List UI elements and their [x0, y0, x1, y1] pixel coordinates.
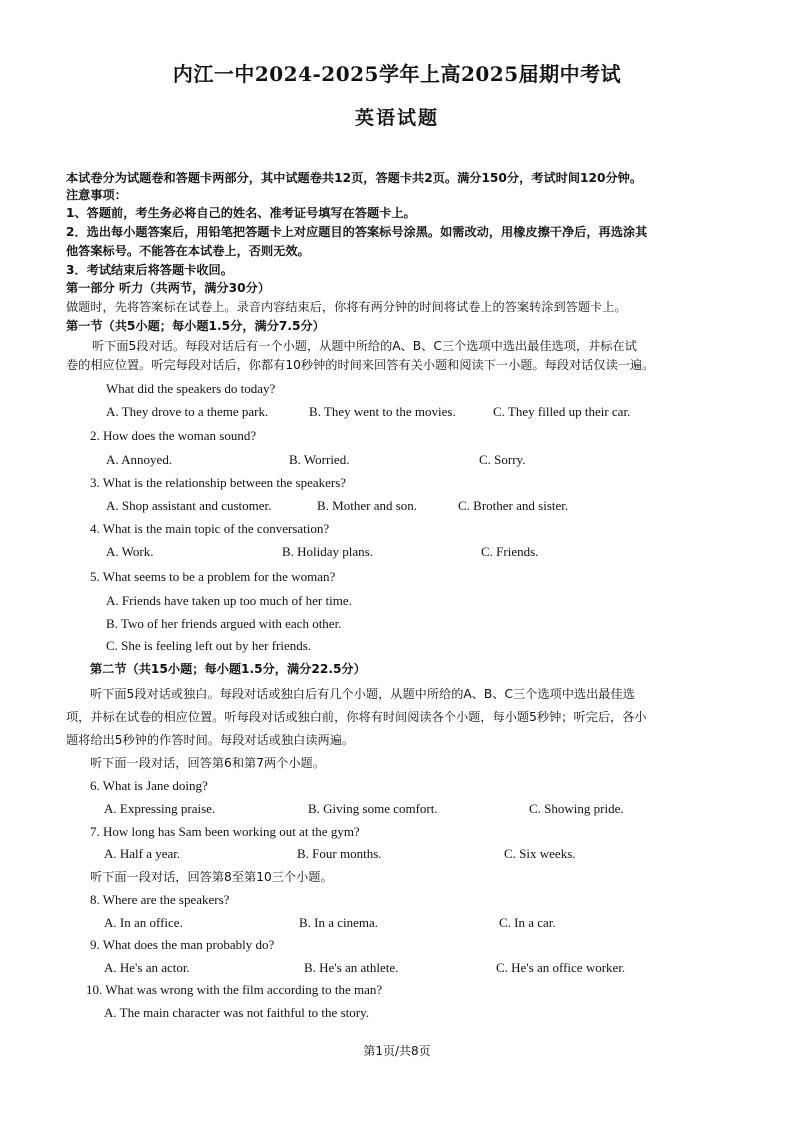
- section2-instruction: 听下面5段对话或独白。每段对话或独白后有几个小题，从题中所给的A、B、C三个选项中选出最佳选: [90, 687, 635, 701]
- q4-stem: 4. What is the main topic of the conversation?: [90, 521, 330, 536]
- q4-option-b: B. Holiday plans.: [282, 544, 373, 559]
- notice-item-2-cont: 他答案标号。不能答在本试卷上，否则无效。: [66, 244, 310, 258]
- section1-instruction-cont: 卷的相应位置。听完每段对话后，你都有10秒钟的时间来回答有关小题和阅读下一小题。每段对话仅读一遍。: [66, 358, 655, 372]
- q6-option-c: C. Showing pride.: [529, 801, 624, 816]
- q5-stem: 5. What seems to be a problem for the woman?: [90, 569, 336, 584]
- q6-stem: 6. What is Jane doing?: [90, 778, 208, 793]
- q1-option-c: C. They filled up their car.: [493, 404, 631, 419]
- q9-option-c: C. He's an office worker.: [496, 960, 626, 975]
- q6-7-instruction: 听下面一段对话，回答第6和第7两个小题。: [90, 756, 325, 770]
- q6-option-b: B. Giving some comfort.: [308, 801, 438, 816]
- q8-option-b: B. In a cinema.: [299, 915, 379, 930]
- section1-instruction: 听下面5段对话。每段对话后有一个小题，从题中所给的A、B、C三个选项中选出最佳选项，并标在试: [92, 339, 637, 353]
- q7-stem: 7. How long has Sam been working out at the gym?: [90, 824, 360, 839]
- q8-option-c: C. In a car.: [499, 915, 556, 930]
- q2-stem: 2. How does the woman sound?: [90, 428, 257, 443]
- q9-option-a: A. He's an actor.: [104, 960, 190, 975]
- section2-heading: 第二节（共15小题；每小题1.5分，满分22.5分）: [90, 662, 366, 676]
- exam-subtitle: 英语试题: [354, 107, 439, 129]
- q2-option-a: A. Annoyed.: [106, 452, 173, 467]
- q9-option-b: B. He's an athlete.: [304, 960, 399, 975]
- section1-heading: 第一节（共5小题；每小题1.5分，满分7.5分）: [66, 319, 325, 333]
- q10-stem: 10. What was wrong with the film according to the man?: [86, 982, 383, 997]
- q1-stem: What did the speakers do today?: [106, 381, 276, 396]
- q7-option-c: C. Six weeks.: [504, 846, 576, 861]
- q8-option-a: A. In an office.: [104, 915, 183, 930]
- q5-option-a: A. Friends have taken up too much of her time.: [106, 593, 352, 608]
- q5-option-b: B. Two of her friends argued with each other.: [106, 616, 342, 631]
- q10-option-a: A. The main character was not faithful to the story.: [104, 1005, 369, 1020]
- q4-option-a: A. Work.: [106, 544, 154, 559]
- q4-option-c: C. Friends.: [481, 544, 539, 559]
- part1-instruction: 做题时，先将答案标在试卷上。录音内容结束后，你将有两分钟的时间将试卷上的答案转涂到答题卡上。: [66, 300, 627, 314]
- q3-stem: 3. What is the relationship between the speakers?: [90, 475, 347, 490]
- q6-option-a: A. Expressing praise.: [104, 801, 216, 816]
- notice-item-1: 1、答题前，考生务必将自己的姓名、准考证号填写在答题卡上。: [66, 206, 416, 220]
- q8-stem: 8. Where are the speakers?: [90, 892, 230, 907]
- notice-heading: 注意事项：: [66, 188, 127, 202]
- notice-item-2: 2．选出每小题答案后，用铅笔把答题卡上对应题目的答案标号涂黑。如需改动，用橡皮擦干净后，再选涂其: [66, 225, 648, 239]
- q1-option-a: A. They drove to a theme park.: [106, 404, 269, 419]
- exam-title: 内江一中2024-2025学年上高2025届期中考试: [172, 62, 622, 86]
- q3-option-a: A. Shop assistant and customer.: [106, 498, 272, 513]
- q7-option-b: B. Four months.: [297, 846, 382, 861]
- q8-10-instruction: 听下面一段对话，回答第8至第10三个小题。: [90, 870, 333, 884]
- q3-option-c: C. Brother and sister.: [458, 498, 569, 513]
- section2-instruction-cont: 项，并标在试卷的相应位置。听每段对话或独白前，你将有时间阅读各个小题，每小题5秒钟；听完后，各小: [66, 710, 647, 724]
- q9-stem: 9. What does the man probably do?: [90, 937, 275, 952]
- q1-option-b: B. They went to the movies.: [309, 404, 456, 419]
- q5-option-c: C. She is feeling left out by her friends.: [106, 638, 312, 653]
- q2-option-c: C. Sorry.: [479, 452, 526, 467]
- part1-heading: 第一部分 听力（共两节，满分30分）: [66, 281, 271, 295]
- q2-option-b: B. Worried.: [289, 452, 350, 467]
- q3-option-b: B. Mother and son.: [317, 498, 418, 513]
- page-footer: 第1页/共8页: [363, 1044, 431, 1058]
- section2-instruction-end: 题将给出5秒钟的作答时间。每段对话或独白读两遍。: [66, 733, 355, 747]
- intro-line: 本试卷分为试题卷和答题卡两部分，其中试题卷共12页，答题卡共2页。满分150分，考试时间120分钟。: [66, 171, 643, 185]
- q7-option-a: A. Half a year.: [104, 846, 181, 861]
- notice-item-3: 3．考试结束后将答题卡收回。: [66, 263, 233, 277]
